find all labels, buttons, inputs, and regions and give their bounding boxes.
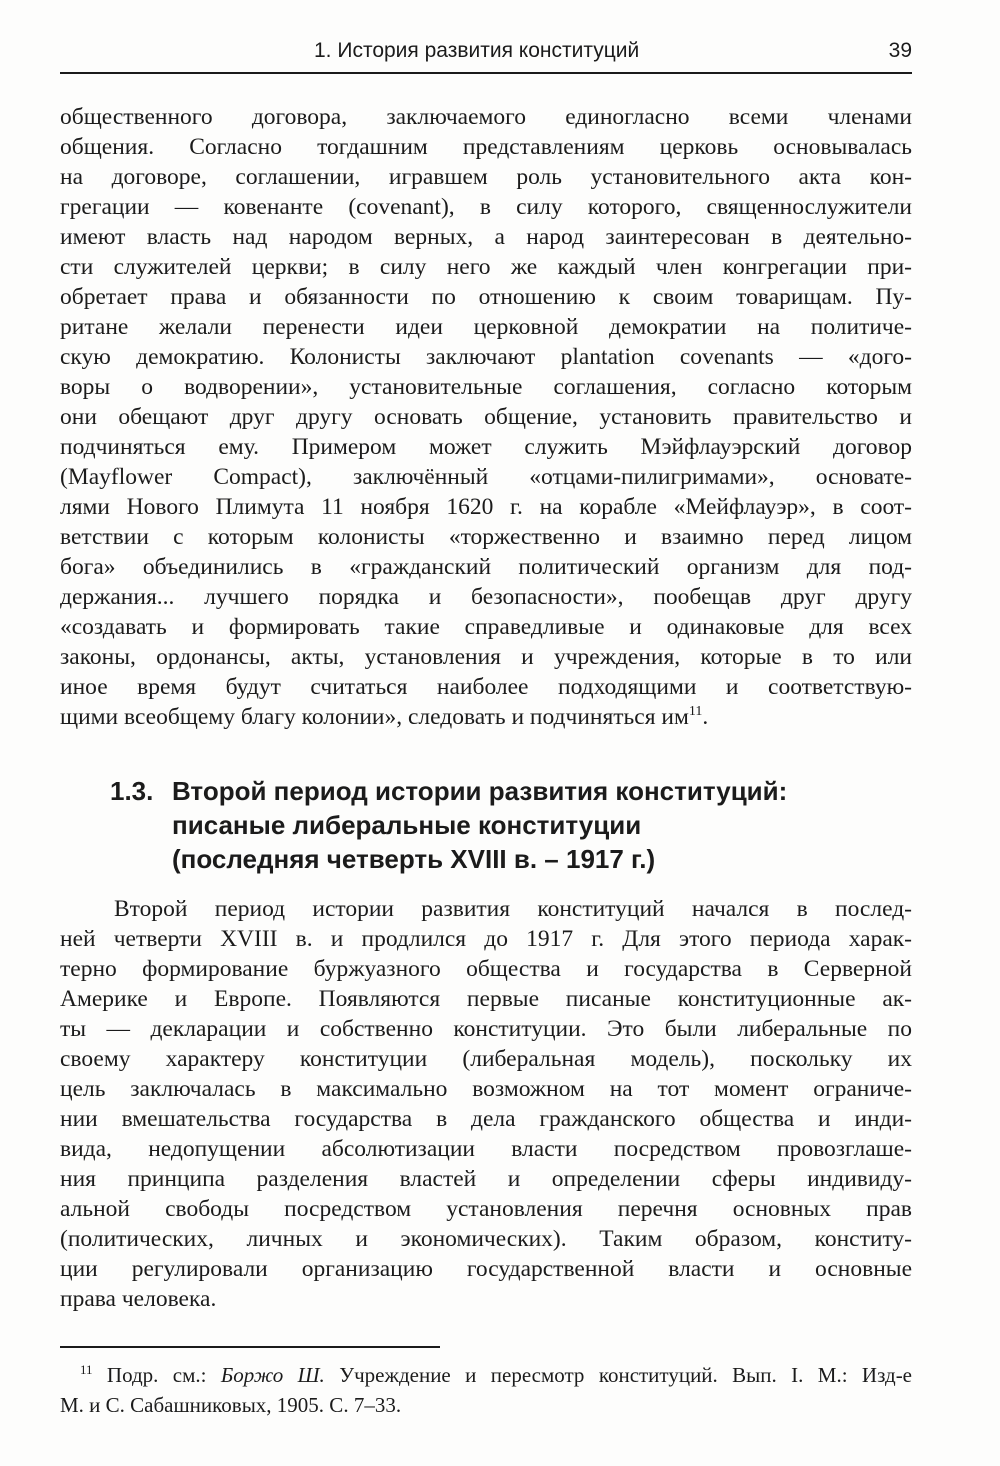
text-line: ции регулировали организацию государственной власти и основные — [60, 1256, 912, 1282]
footnote-reference[interactable]: 11 — [688, 704, 703, 720]
text-line: ветствии с которым колонисты «торжественно и взаимно перед лицом — [60, 524, 912, 550]
footnote-number: 11 — [80, 1362, 93, 1377]
text-line: нии вмешательства государства в дела гражданского общества и инди- — [60, 1106, 912, 1132]
footnote-line — [60, 1360, 912, 1390]
footnote — [60, 1360, 912, 1420]
footnote-line: М. и С. Сабашниковых, 1905. С. 7–33. — [60, 1393, 402, 1417]
text-line: они обещают друг другу основать общение, установить правительство и — [60, 404, 912, 430]
text-line: общения. Согласно тогдашним представлениям церковь основывалась — [60, 134, 912, 160]
text-line: общественного договора, заключаемого единогласно всеми членами — [60, 104, 912, 130]
text-line: (Mayflower Compact), заключённый «отцами-пилигримами», основате- — [60, 464, 912, 490]
text-line: «создавать и формировать такие справедливые и одинаковые для всех — [60, 614, 912, 640]
text-line: (политических, личных и экономических). Таким образом, конститу- — [60, 1226, 912, 1252]
text-line: своему характеру конституции (либеральная модель), поскольку их — [60, 1046, 912, 1072]
paragraph-2 — [60, 894, 912, 1314]
footnote-prefix: Подр. см.: — [106, 1363, 221, 1387]
text-line: ния принципа разделения властей и определении сферы индивиду- — [60, 1166, 912, 1192]
text-line: ты — декларации и собственно конституции. Это были либеральные по — [60, 1016, 912, 1042]
paragraph-1 — [60, 102, 912, 732]
text-line: обретает права и обязанности по отношению к своим товарищам. Пу- — [60, 284, 912, 310]
text-line: вида, недопущении абсолютизации власти посредством провозглаше- — [60, 1136, 912, 1162]
section-title-line: (последняя четверть XVIII в. – 1917 г.) — [172, 844, 656, 874]
text-line: иное время будут считаться наиболее подходящими и соответствую- — [60, 674, 912, 700]
section-title-line: писаные либеральные конституции — [172, 810, 642, 840]
section-heading — [110, 774, 810, 876]
running-header — [60, 36, 912, 74]
text-line: имеют власть над народом верных, а народ заинтересован в деятельно- — [60, 224, 912, 250]
page-number: 39 — [888, 39, 912, 62]
text-line: Второй период истории развития конституций начался в послед- — [114, 896, 912, 922]
footnote-divider — [60, 1346, 440, 1348]
text-line: воры о водворении», установительные соглашения, согласно которым — [60, 374, 912, 400]
text-line: бога» объединились в «гражданский политический организм для под- — [60, 554, 912, 580]
text-line — [60, 702, 912, 732]
text-line: держания... лучшего порядка и безопасности», пообещав друг другу — [60, 584, 912, 610]
text-line: грегации — ковенанте (covenant), в силу которого, священнослужители — [60, 194, 912, 220]
text-segment: . — [702, 704, 709, 730]
text-line: скую демократию. Колонисты заключают plantation covenants — «дого- — [60, 344, 912, 370]
text-line: сти служителей церкви; в силу него же каждый член конгрегации при- — [60, 254, 912, 280]
text-line: права человека. — [60, 1286, 217, 1312]
text-line: цель заключалась в максимально возможном на тот момент ограниче- — [60, 1076, 912, 1102]
text-line: на договоре, соглашении, игравшем роль установительного акта кон- — [60, 164, 912, 190]
text-line: альной свободы посредством установления перечня основных прав — [60, 1196, 912, 1222]
running-title: 1. История развития конституций — [314, 39, 640, 62]
text-line: Америке и Европе. Появляются первые писаные конституционные ак- — [60, 986, 912, 1012]
footnote-author: Боржо Ш. — [220, 1363, 325, 1387]
text-line: ней четверти XVIII в. и продлился до 1917 г. Для этого периода харак- — [60, 926, 912, 952]
section-title-line: Второй период истории развития конституций: — [172, 776, 788, 806]
text-line: терно формирование буржуазного общества и государства в Серверной — [60, 956, 912, 982]
text-segment: щими всеобщему благу колонии», следовать и подчиняться им — [60, 704, 689, 730]
text-line: подчиняться ему. Примером может служить Мэйфлауэрский договор — [60, 434, 912, 460]
text-line: ритане желали перенести идеи церковной демократии на политиче- — [60, 314, 912, 340]
section-number: 1.3. — [110, 776, 154, 806]
footnote-text: Учреждение и пересмотр конституций. Вып. I. М.: Изд-е — [324, 1363, 913, 1387]
text-line: лями Нового Плимута 11 ноября 1620 г. на корабле «Мейфлауэр», в соот- — [60, 494, 912, 520]
text-line: законы, ордонансы, акты, установления и учреждения, которые в то или — [60, 644, 912, 670]
